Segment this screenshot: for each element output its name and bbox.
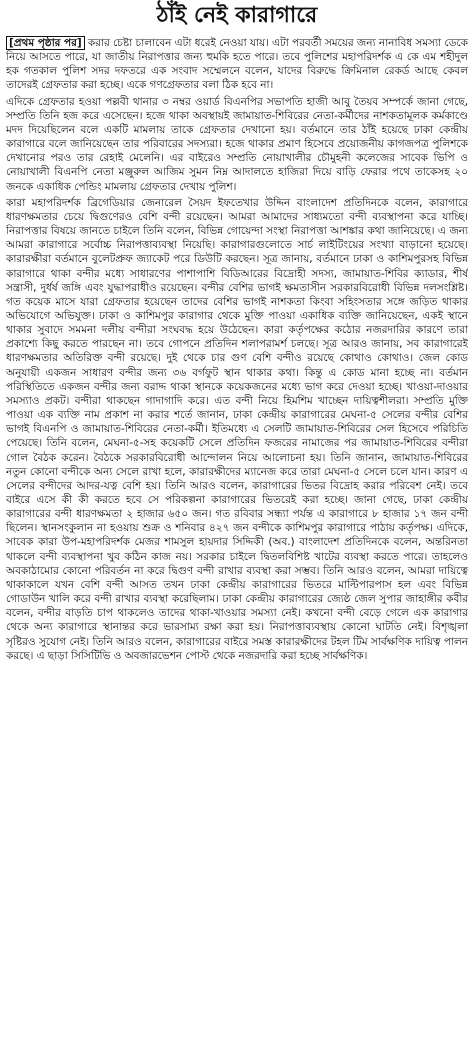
article-body — [6, 36, 468, 1048]
paragraph-2: এদিকে গ্রেফতার হওয়া পল্লবী থানার ৩ নম্বর ওয়ার্ড বিএনপির সভাপতি হাজী আবু তৈয়ব সম্পর্কে জানা গেছে, সম্প্রতি তিনি হজ করে এসেছেন। হজে থাকা অবস্থায়ই জামায়াত-শিবিরের নেতা-কর্মীদের নাশকতামূলক কর্মকাণ্ডে মদদ দিয়েছিলেন বলে একটি মামলায় তাকে গ্রেফতার দেখানো হয়। বর্তমানে তার ঠাঁই হয়েছে ঢাকা কেন্দ্রীয় কারাগারে বলে জানিয়েছেন তার পরিবারের সদস্যরা। হজে থাকার প্রমাণ হিসেবে প্রয়োজনীয় কাগজপত্র পুলিশকে দেখানোর পরও তার রেহাই মেলেনি। এর বাইরেও সম্প্রতি নোয়াখালীর চৌমুহনী কলেজের সাবেক ভিপি ও নোয়াখালী বিএনপি নেতা মঞ্জুরুল আজিম সুমন নিম্ন আদালতে হাজিরা দিয়ে বাড়ি ফেরার পথে তাকেসহ ২০ জনকে একাধিক পেন্ডিং মামলায় গ্রেফতার দেখায় পুলিশ। — [6, 95, 468, 193]
continuation-tag-text: প্রথম পৃষ্ঠার পর — [13, 37, 77, 49]
paragraph-3: কারা মহাপরিদর্শক ব্রিগেডিয়ার জেনারেল সৈয়দ ইফতেখার উদ্দিন বাংলাদেশ প্রতিদিনকে বলেন, কারাগারে ধারণক্ষমতার চেয়ে দ্বিগুণেরও বেশি বন্দী রয়েছেন। আমরা আমাদের সাধ্যমতো বন্দী ব্যবস্থাপনা করে যাচ্ছি। নিরাপত্তার বিষয়ে জানতে চাইলে তিনি বলেন, বিভিন্ন গোয়েন্দা সংস্থা নিরাপত্তা আশঙ্কার কথা জানিয়েছে। এ জন্য আমরা কারাগারে সর্বোচ্চ নিরাপত্তাব্যবস্থা নিয়েছি। কারাগারগুলোতে সার্চ লাইটিংয়ের সংখ্যা বাড়ানো হয়েছে। কারারক্ষীরা বর্তমানে বুলেটপ্রুফ জ্যাকেট পরে ডিউটি করছেন। সূত্র জানায়, বর্তমানে ঢাকা ও কাশিমপুরসহ বিভিন্ন কারাগারে থাকা বন্দীর মধ্যে সাধারণের পাশাপাশি বিডিআরের বিদ্রোহী সদস্য, জামায়াত-শিবির ক্যাডার, শীর্ষ সন্ত্রাসী, দুর্ধর্ষ জঙ্গি এবং যুদ্ধাপরাধীও রয়েছেন। বন্দীর বেশির ভাগই ক্ষমতাসীন সরকারবিরোধী বিভিন্ন দলসংশ্লিষ্ট। গত কয়েক মাসে যারা গ্রেফতার হয়েছেন তাদের বেশির ভাগই নাশকতা কিংবা সহিংসতার সঙ্গে জড়িত থাকার অভিযোগে অভিযুক্ত। ঢাকা ও কাশিমপুর কারাগার থেকে মুক্তি পাওয়া একাধিক ব্যক্তি জানিয়েছেন, একই স্থানে থাকার সুবাদে সমমনা দলীয় বন্দীরা সংঘবদ্ধ হয়ে উঠেছেন। কারা কর্তৃপক্ষের কঠোর নজরদারির কারণে তারা প্রকাশ্যে কিছু করতে পারছেন না। তবে গোপনে প্রতিদিন শলাপরামর্শ চলছে। সূত্র আরও জানায়, সব কারাগারেই ধারণক্ষমতার অতিরিক্ত বন্দী রয়েছে। দুই থেকে চার গুণ বেশি বন্দীও রয়েছে কোথাও কোথাও। জেল কোড অনুযায়ী একজন সাধারণ বন্দীর জন্য ৩৬ বর্গফুট স্থান থাকার কথা। কিন্তু এ কোড মানা হচ্ছে না। বর্তমান পরিস্থিতিতে একজন বন্দীর জন্য বরাদ্দ থাকা স্থানকে কয়েকজনের মধ্যে ভাগ করে দেওয়া হচ্ছে। খাওয়া-দাওয়ার সমস্যাও প্রকট। বন্দীরা থাকছেন গাদাগাদি করে। এত বন্দী নিয়ে হিমশিম খাচ্ছেন দায়িত্বশীলরা। সম্প্রতি মুক্তি পাওয়া এক ব্যক্তি নাম প্রকাশ না করার শর্তে জানান, ঢাকা কেন্দ্রীয় কারাগারের মেঘনা-৫ সেলের বন্দীর বেশির ভাগই বিএনপি ও জামায়াত-শিবিরের নেতা-কর্মী। ইতিমধ্যে এ সেলটি জামায়াত-শিবিরের সেল হিসেবে পরিচিতি পেয়েছে। তিনি বলেন, মেঘনা-৫-সহ কয়েকটি সেলে প্রতিদিন ফজরের নামাজের পর জামায়াত-শিবিরের বন্দীরা গোল বৈঠক করেন। বৈঠকে সরকারবিরোধী আন্দোলন নিয়ে আলোচনা হয়। তিনি জানান, জামায়াত-শিবিরের নতুন কোনো বন্দীকে অন্য সেলে রাখা হলে, কারারক্ষীদের ম্যানেজ করে তারা মেঘনা-৫ সেলে চলে যান। কারণ এ সেলের বন্দীদের আদর-যত্ন বেশি হয়। তিনি আরও বলেন, কারাগারের ভিতর বিদ্রোহ করার পরিবেশ নেই। তবে বাইরে এসে কী কী করতে হবে সে পরিকল্পনা কারাগারের ভিতরেই করা হচ্ছে। জানা গেছে, ঢাকা কেন্দ্রীয় কারাগারের বন্দী ধারণক্ষমতা ২ হাজার ৬৫০ জন। গত রবিবার সন্ধ্যা পর্যন্ত এ কারাগারে ৮ হাজার ১৭ জন বন্দী ছিলেন। স্থানসংকুলান না হওয়ায় শুক্র ও শনিবার ৪২৭ জন বন্দীকে কাশিমপুর কারাগারে পাঠায় কর্তৃপক্ষ। এদিকে, সাবেক কারা উপ-মহাপরিদর্শক মেজর শামসুল হায়দার সিদ্দিকী (অব.) বাংলাদেশ প্রতিদিনকে বলেন, অন্তরিনতা থাকলে বন্দী ব্যবস্থাপনা খুব কঠিন কাজ নয়। সরকার চাইলে দ্বিতলবিশিষ্ট খাটের ব্যবস্থা করতে পারে। তাহলেও অবকাঠামোর কোনো পরিবর্তন না করে দ্বিগুণ বন্দী রাখার ব্যবস্থা করা সম্ভব। তিনি আরও বলেন, আমরা দায়িত্বে থাকাকালে যখন বেশি বন্দী আসত তখন ঢাকা কেন্দ্রীয় কারাগারের ভিতরে মাল্টিপারপাস হল এবং বিভিন্ন গোডাউন খালি করে বন্দী রাখার ব্যবস্থা করেছিলাম। ঢাকা কেন্দ্রীয় কারাগারের জ্যেষ্ঠ জেল সুপার জাহাঙ্গীর কবীর বলেন, বন্দীর বাড়তি চাপ থাকলেও তাদের থাকা-খাওয়ার সমস্যা নেই। কখনো বন্দী বেড়ে গেলে এক কারাগার থেকে অন্য কারাগারে স্থানান্তর করে ভারসাম্য রক্ষা করা হয়। নিরাপত্তাব্যবস্থায় কোনো ঘাটতি নেই। বিশৃঙ্খলা সৃষ্টিরও সুযোগ নেই। তিনি আরও বলেন, কারাগারের বাইরে সমস্ত কারারক্ষীদের টহল টিম সার্বক্ষণিক দায়িত্ব পালন করছে। এ ছাড়া সিসিটিভি ও অবজারভেশন পোস্ট থেকে নজরদারি করা হচ্ছে সার্বক্ষণিক। — [6, 196, 468, 662]
paragraph-1-text: করার চেষ্টা চালাবেন এটা ধরেই নেওয়া যায়। এটা পরবর্তী সময়ের জন্য নানাবিধ সমস্যা ডেকে নিয়ে আসতে পারে, যা জাতীয় নিরাপত্তার জন্য হুমকি হতে পারে। তবে পুলিশের মহাপরিদর্শক এ কে এম শহীদুল হক গতকাল পুলিশ সদর দফতরে এক সংবাদ সম্মেলনে বলেন, যাদের বিরুদ্ধে ক্রিমিনাল রেকর্ড আছে কেবল তাদেরই গ্রেফতার করা হচ্ছে। একে গণগ্রেফতার বলা ঠিক হবে না। — [6, 37, 468, 92]
paragraph-1 — [6, 36, 468, 93]
headline: ঠাঁই নেই কারাগারে — [156, 3, 318, 28]
continuation-tag: [প্রথম পৃষ্ঠার পর] — [6, 36, 85, 50]
